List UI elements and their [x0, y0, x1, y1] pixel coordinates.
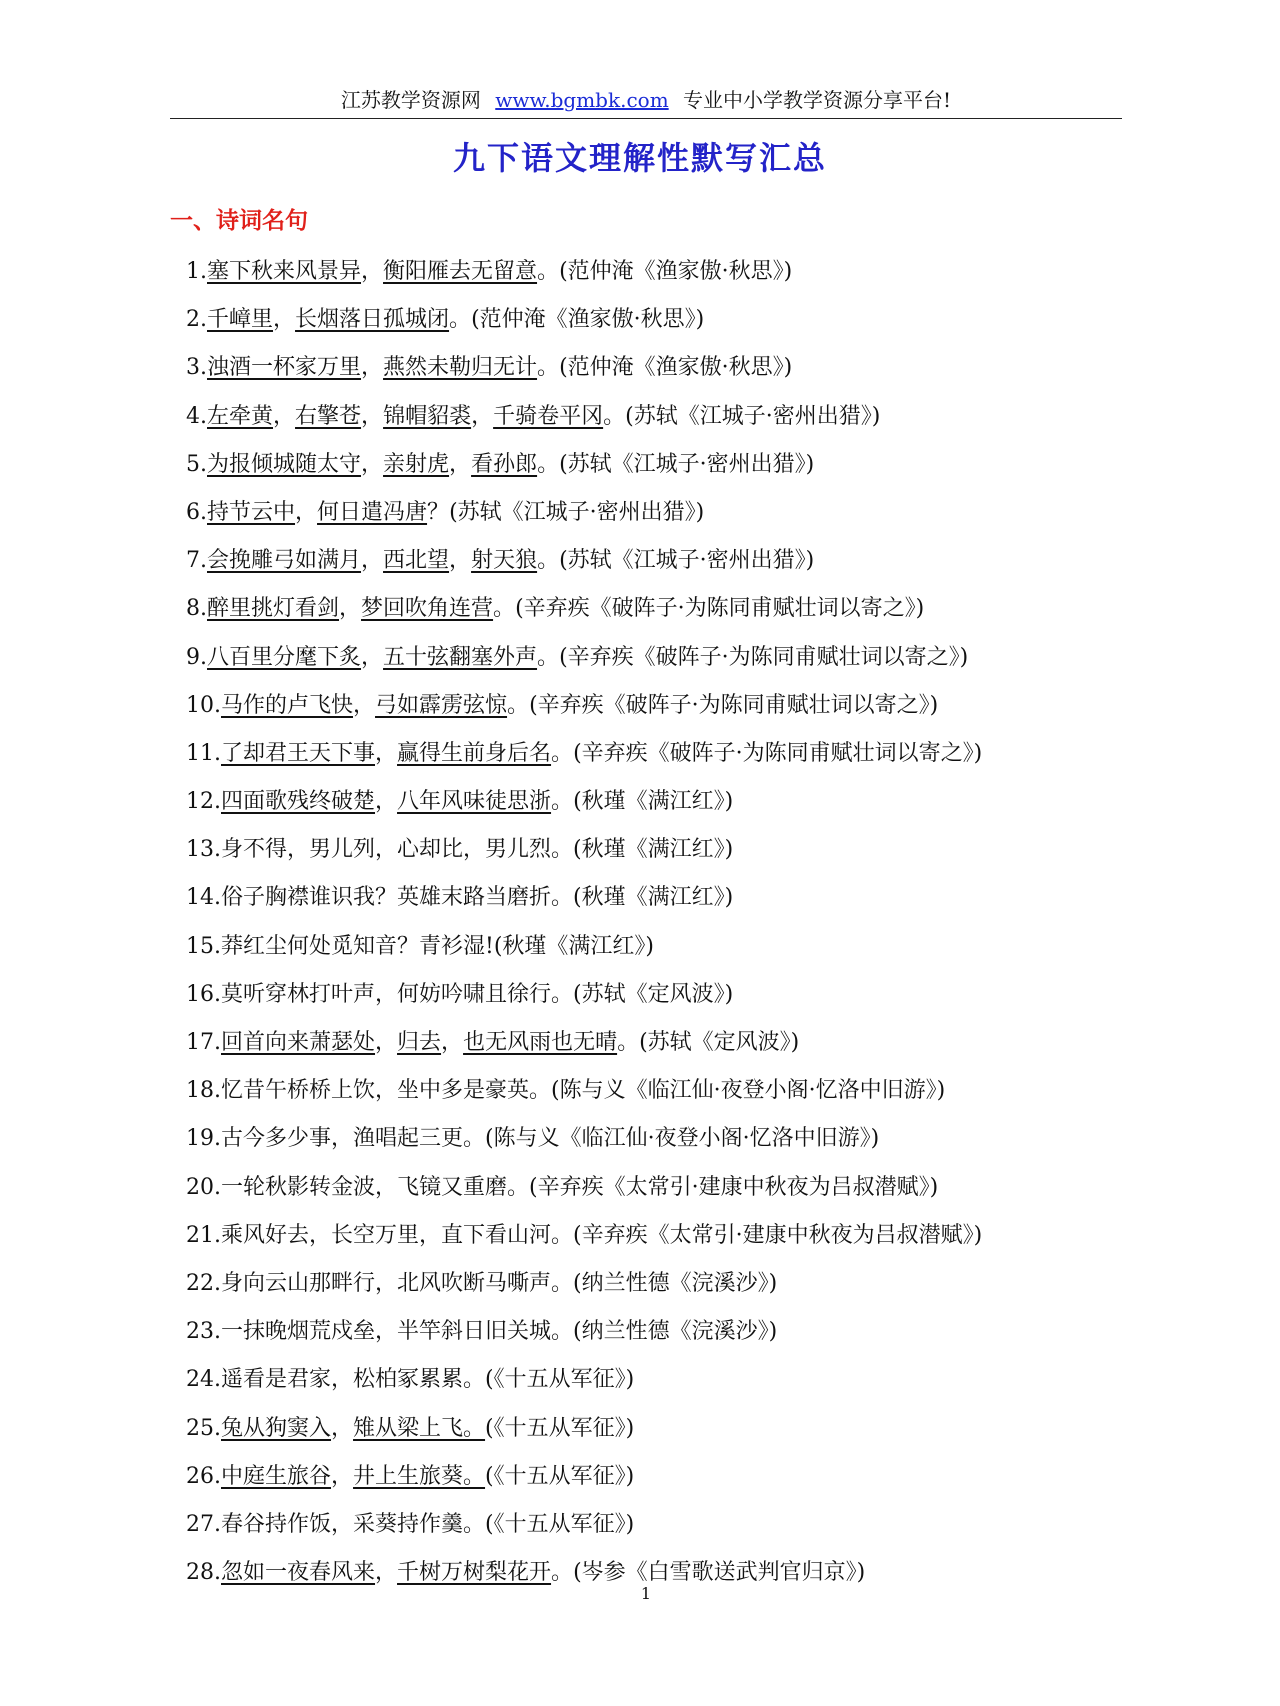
quote-line	[186, 252, 1186, 300]
line-text: ，	[375, 740, 398, 766]
line-text: 遥看是君家，松柏冢累累。	[221, 1367, 486, 1393]
blank-answer: 中庭生旅谷	[221, 1463, 332, 1489]
line-text: 俗子胸襟谁识我？英雄末路当磨折。	[221, 885, 574, 911]
line-text: ，	[361, 451, 384, 477]
line-source: (辛弃疾《破阵子·为陈同甫赋壮词以寄之》)	[515, 596, 925, 622]
quote-line	[186, 1216, 1186, 1264]
quote-line	[186, 1264, 1186, 1312]
quote-line	[186, 348, 1186, 396]
line-text: 春谷持作饭，采葵持作羹。	[221, 1511, 486, 1537]
header-tagline: 专业中小学教学资源分享平台!	[683, 88, 952, 112]
line-text: 身不得，男儿列，心却比，男儿烈。	[221, 837, 574, 863]
quote-line	[186, 1071, 1186, 1119]
line-number: 28.	[186, 1560, 221, 1586]
line-number: 7.	[186, 548, 207, 574]
blank-answer: 赢得生前身后名	[397, 740, 552, 766]
blank-answer: 持节云中	[207, 499, 296, 525]
blank-answer: 西北望	[383, 548, 450, 574]
quote-line	[186, 638, 1186, 686]
blank-answer: 锦帽貂裘	[383, 403, 472, 429]
line-text: 。	[537, 644, 560, 670]
line-text: 莽红尘何处觅知音？青衫湿!	[221, 933, 494, 959]
line-number: 2.	[186, 307, 207, 333]
line-text: ，	[375, 1560, 398, 1586]
line-number: 14.	[186, 885, 221, 911]
line-number: 1.	[186, 259, 207, 284]
quote-list	[186, 252, 1186, 1601]
blank-answer: 归去	[397, 1030, 442, 1055]
line-number: 18.	[186, 1078, 221, 1104]
quote-line	[186, 1119, 1186, 1167]
line-number: 16.	[186, 981, 221, 1007]
blank-answer: 千嶂里	[207, 307, 274, 333]
quote-line	[186, 397, 1186, 445]
quote-line	[186, 927, 1186, 975]
line-number: 20.	[186, 1174, 221, 1200]
blank-answer: 塞下秋来风景异	[207, 259, 362, 284]
quote-line	[186, 734, 1186, 782]
line-text: ，	[361, 259, 384, 284]
line-text: ？	[427, 499, 450, 525]
line-source: (纳兰性德《浣溪沙》)	[573, 1270, 778, 1296]
blank-answer: 也无风雨也无晴	[463, 1030, 618, 1055]
line-number: 24.	[186, 1367, 221, 1393]
blank-answer: 浊酒一杯家万里	[207, 355, 362, 381]
line-text: 。	[537, 548, 560, 574]
line-source: (秋瑾《满江红》)	[573, 837, 734, 863]
line-text: 。	[551, 740, 574, 766]
line-text: ，	[375, 789, 398, 815]
line-number: 15.	[186, 933, 221, 959]
line-text: 一抹晚烟荒戍垒，半竿斜日旧关城。	[221, 1319, 574, 1345]
line-source: (苏轼《江城子·密州出猎》)	[559, 548, 815, 574]
line-source: (秋瑾《满江红》)	[573, 885, 734, 911]
line-source: (辛弃疾《太常引·建康中秋夜为吕叔潜赋》)	[573, 1222, 983, 1248]
line-source: (《十五从军征》)	[485, 1511, 635, 1537]
quote-line	[186, 589, 1186, 637]
quote-line	[186, 541, 1186, 589]
line-text: ，	[331, 1415, 354, 1441]
line-text: ，	[331, 1463, 354, 1489]
line-source: (《十五从军征》)	[485, 1463, 635, 1489]
line-source: (范仲淹《渔家傲·秋思》)	[559, 259, 793, 284]
line-number: 19.	[186, 1126, 221, 1152]
blank-answer: 左牵黄	[207, 403, 274, 429]
line-source: (范仲淹《渔家傲·秋思》)	[559, 355, 793, 381]
blank-answer: 射天狼	[471, 548, 538, 574]
line-source: (苏轼《江城子·密州出猎》)	[449, 499, 705, 525]
blank-answer: 何日遣冯唐	[317, 499, 428, 525]
line-text: ，	[449, 451, 472, 477]
blank-answer: 弓如霹雳弦惊	[375, 692, 508, 718]
line-number: 21.	[186, 1222, 221, 1248]
quote-line	[186, 300, 1186, 348]
blank-answer: 兔从狗窦入	[221, 1415, 332, 1441]
line-source: (《十五从军征》)	[485, 1415, 635, 1441]
line-number: 9.	[186, 644, 207, 670]
blank-answer: 千骑卷平冈	[493, 403, 604, 429]
line-text: 。	[537, 355, 560, 381]
blank-answer: 回首向来萧瑟处	[221, 1030, 376, 1055]
blank-answer: 八年风味徒思浙	[397, 789, 552, 815]
quote-line	[186, 1505, 1186, 1553]
line-text: ，	[353, 692, 376, 718]
line-source: (苏轼《定风波》)	[639, 1030, 800, 1055]
line-text: 忆昔午桥桥上饮，坐中多是豪英。	[221, 1078, 552, 1104]
line-text: ，	[441, 1030, 464, 1055]
line-text: ，	[361, 355, 384, 381]
blank-answer: 井上生旅葵。	[353, 1463, 486, 1489]
section-heading: 一、诗词名句	[170, 208, 308, 234]
line-text: ，	[471, 403, 494, 429]
line-source: (范仲淹《渔家傲·秋思》)	[471, 307, 705, 333]
blank-answer: 八百里分麾下炙	[207, 644, 362, 670]
line-text: 身向云山那畔行，北风吹断马嘶声。	[221, 1270, 574, 1296]
line-text: 。	[507, 692, 530, 718]
line-number: 11.	[186, 740, 221, 766]
line-number: 6.	[186, 499, 207, 525]
header-site-name: 江苏教学资源网	[340, 88, 481, 112]
blank-answer: 雉从梁上飞。	[353, 1415, 486, 1441]
blank-answer: 燕然未勒归无计	[383, 355, 538, 381]
line-source: (纳兰性德《浣溪沙》)	[573, 1319, 778, 1345]
line-source: (辛弃疾《破阵子·为陈同甫赋壮词以寄之》)	[573, 740, 983, 766]
line-number: 26.	[186, 1463, 221, 1489]
line-text: ，	[361, 403, 384, 429]
blank-answer: 了却君王天下事	[221, 740, 376, 766]
line-source: (秋瑾《满江红》)	[493, 933, 655, 959]
line-number: 8.	[186, 596, 207, 622]
quote-line	[186, 878, 1186, 926]
blank-answer: 四面歌残终破楚	[221, 789, 376, 815]
line-text: ，	[361, 548, 384, 574]
line-text: 莫听穿林打叶声，何妨吟啸且徐行。	[221, 981, 574, 1007]
line-number: 23.	[186, 1319, 221, 1345]
line-text: 。	[551, 789, 574, 815]
blank-answer: 醉里挑灯看剑	[207, 596, 340, 622]
line-number: 12.	[186, 789, 221, 815]
line-text: 乘风好去，长空万里，直下看山河。	[221, 1222, 574, 1248]
line-text: ，	[273, 403, 296, 429]
line-source: (苏轼《定风波》)	[573, 981, 734, 1007]
blank-answer: 马作的卢飞快	[221, 692, 354, 718]
blank-answer: 衡阳雁去无留意	[383, 259, 538, 284]
line-text: ，	[273, 307, 296, 333]
quote-line	[186, 1457, 1186, 1505]
line-source: (《十五从军征》)	[485, 1367, 635, 1393]
document-title: 九下语文理解性默写汇总	[452, 139, 827, 177]
line-source: (辛弃疾《太常引·建康中秋夜为吕叔潜赋》)	[529, 1174, 939, 1200]
line-number: 27.	[186, 1511, 221, 1537]
line-number: 5.	[186, 451, 207, 477]
line-source: (苏轼《江城子·密州出猎》)	[559, 451, 815, 477]
line-number: 3.	[186, 355, 207, 381]
page-number: 1	[640, 1584, 652, 1603]
line-text: ，	[361, 644, 384, 670]
line-text: 。	[617, 1030, 640, 1055]
quote-line	[186, 1409, 1186, 1457]
blank-answer: 梦回吹角连营	[361, 596, 494, 622]
line-text: ，	[449, 548, 472, 574]
blank-answer: 会挽雕弓如满月	[207, 548, 362, 574]
line-text: ，	[339, 596, 362, 622]
line-source: (辛弃疾《破阵子·为陈同甫赋壮词以寄之》)	[559, 644, 969, 670]
line-text: 。	[551, 1560, 574, 1586]
quote-line	[186, 782, 1186, 830]
line-number: 10.	[186, 692, 221, 718]
header-site-link[interactable]: www.bgmbk.com	[495, 88, 669, 112]
line-text: 。	[537, 259, 560, 284]
quote-line	[186, 1168, 1186, 1216]
quote-line	[186, 686, 1186, 734]
line-text: ，	[375, 1030, 398, 1055]
quote-line	[186, 1023, 1186, 1071]
line-source: (陈与义《临江仙·夜登小阁·忆洛中旧游》)	[551, 1078, 946, 1104]
page-header	[170, 86, 1122, 119]
line-source: (辛弃疾《破阵子·为陈同甫赋壮词以寄之》)	[529, 692, 939, 718]
line-number: 22.	[186, 1270, 221, 1296]
line-text: 。	[603, 403, 626, 429]
line-text: ，	[295, 499, 318, 525]
line-text: 。	[493, 596, 516, 622]
line-text: 一轮秋影转金波，飞镜又重磨。	[221, 1174, 530, 1200]
line-text: 。	[537, 451, 560, 477]
quote-line	[186, 493, 1186, 541]
line-number: 25.	[186, 1415, 221, 1441]
quote-line	[186, 975, 1186, 1023]
line-source: (陈与义《临江仙·夜登小阁·忆洛中旧游》)	[485, 1126, 880, 1152]
blank-answer: 亲射虎	[383, 451, 450, 477]
blank-answer: 忽如一夜春风来	[221, 1560, 376, 1586]
blank-answer: 为报倾城随太守	[207, 451, 362, 477]
line-number: 13.	[186, 837, 221, 863]
quote-line	[186, 1360, 1186, 1408]
line-text: 古今多少事，渔唱起三更。	[221, 1126, 486, 1152]
quote-line	[186, 1312, 1186, 1360]
blank-answer: 长烟落日孤城闭	[295, 307, 450, 333]
line-source: (岑参《白雪歌送武判官归京》)	[573, 1560, 866, 1586]
quote-line	[186, 830, 1186, 878]
blank-answer: 千树万树梨花开	[397, 1560, 552, 1586]
line-text: 。	[449, 307, 472, 333]
quote-line	[186, 445, 1186, 493]
blank-answer: 右擎苍	[295, 403, 362, 429]
line-source: (苏轼《江城子·密州出猎》)	[625, 403, 881, 429]
blank-answer: 五十弦翻塞外声	[383, 644, 538, 670]
blank-answer: 看孙郎	[471, 451, 538, 477]
line-number: 17.	[186, 1030, 221, 1055]
line-source: (秋瑾《满江红》)	[573, 789, 734, 815]
line-number: 4.	[186, 403, 207, 429]
